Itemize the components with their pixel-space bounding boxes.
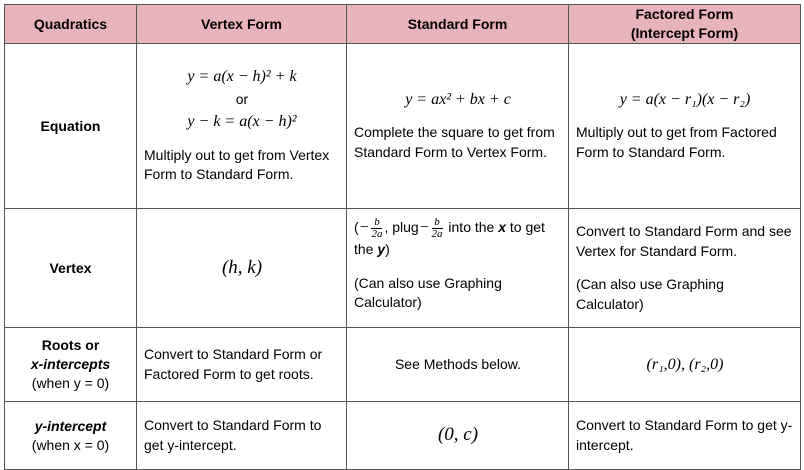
vertex-equation-cell: [137, 44, 347, 209]
header-factored-form: [569, 5, 801, 44]
standard-equation-note: Complete the square to get from Standard Form to Vertex Form.: [354, 124, 555, 160]
standard-vertex-cell: [347, 209, 569, 328]
vertex-eq1: y = a(x − h)² + k: [187, 68, 297, 86]
factored-yint-cell: Convert to Standard Form to get y-intercept.: [569, 402, 801, 470]
standard-equation-cell: [347, 44, 569, 209]
header-vertex-form: Vertex Form: [137, 5, 347, 44]
vertex-value: (h, k): [221, 256, 263, 278]
header-quadratics: Quadratics: [5, 5, 137, 44]
standard-vertex-formula: (− $\frac{b}{2a}$ , plug− $\frac{b}{2a}$ into the x to get the y): [354, 216, 545, 257]
factored-vertex-note1: Convert to Standard Form and see Vertex for Standard Form.: [576, 223, 792, 259]
frac-b-over-2a: $\frac{b}{2a}$: [371, 216, 383, 240]
factored-eq: y = a(x − r₁)(x − r₂): [619, 90, 751, 108]
yint-label: y-intercept (when x = 0): [5, 402, 137, 470]
vertex-yint-cell: Convert to Standard Form to get y-intercept.: [137, 402, 347, 470]
roots-label: Roots or x-intercepts (when y = 0): [5, 328, 137, 402]
vertex-or: or: [235, 90, 249, 107]
factored-equation-note: Multiply out to get from Factored Form to Standard Form.: [576, 124, 777, 160]
standard-vertex-note2: (Can also use Graphing Calculator): [354, 274, 502, 310]
header-factored-line2: (Intercept Form): [630, 25, 739, 41]
standard-yint-value: (0, c): [437, 424, 479, 446]
factored-vertex-note2: (Can also use Graphing Calculator): [576, 276, 724, 312]
standard-roots-cell: See Methods below.: [347, 328, 569, 402]
header-standard-form: Standard Form: [347, 5, 569, 44]
equation-label: Equation: [5, 44, 137, 209]
roots-row: [5, 328, 801, 402]
factored-roots-value: (r₁,0), (r₂,0): [646, 355, 724, 373]
factored-equation-cell: [569, 44, 801, 209]
vertex-eq2: y − k = a(x − h)²: [187, 113, 297, 131]
equation-row: [5, 44, 801, 209]
header-factored-line1: Factored Form: [635, 6, 734, 22]
standard-eq: y = ax² + bx + c: [405, 90, 511, 108]
factored-roots-cell: [569, 328, 801, 402]
quadratics-table: [4, 4, 801, 470]
header-row: [5, 5, 801, 44]
vertex-row: [5, 209, 801, 328]
vertex-roots-cell: Convert to Standard Form or Factored Form to get roots.: [137, 328, 347, 402]
factored-vertex-cell: [569, 209, 801, 328]
standard-yint-cell: [347, 402, 569, 470]
frac-b-over-2a-2: $\frac{b}{2a}$: [431, 216, 443, 240]
vertex-equation-note: Multiply out to get from Vertex Form to Standard Form.: [144, 146, 330, 183]
vertex-label: Vertex: [5, 209, 137, 328]
yint-row: [5, 402, 801, 470]
vertex-vertex-cell: [137, 209, 347, 328]
